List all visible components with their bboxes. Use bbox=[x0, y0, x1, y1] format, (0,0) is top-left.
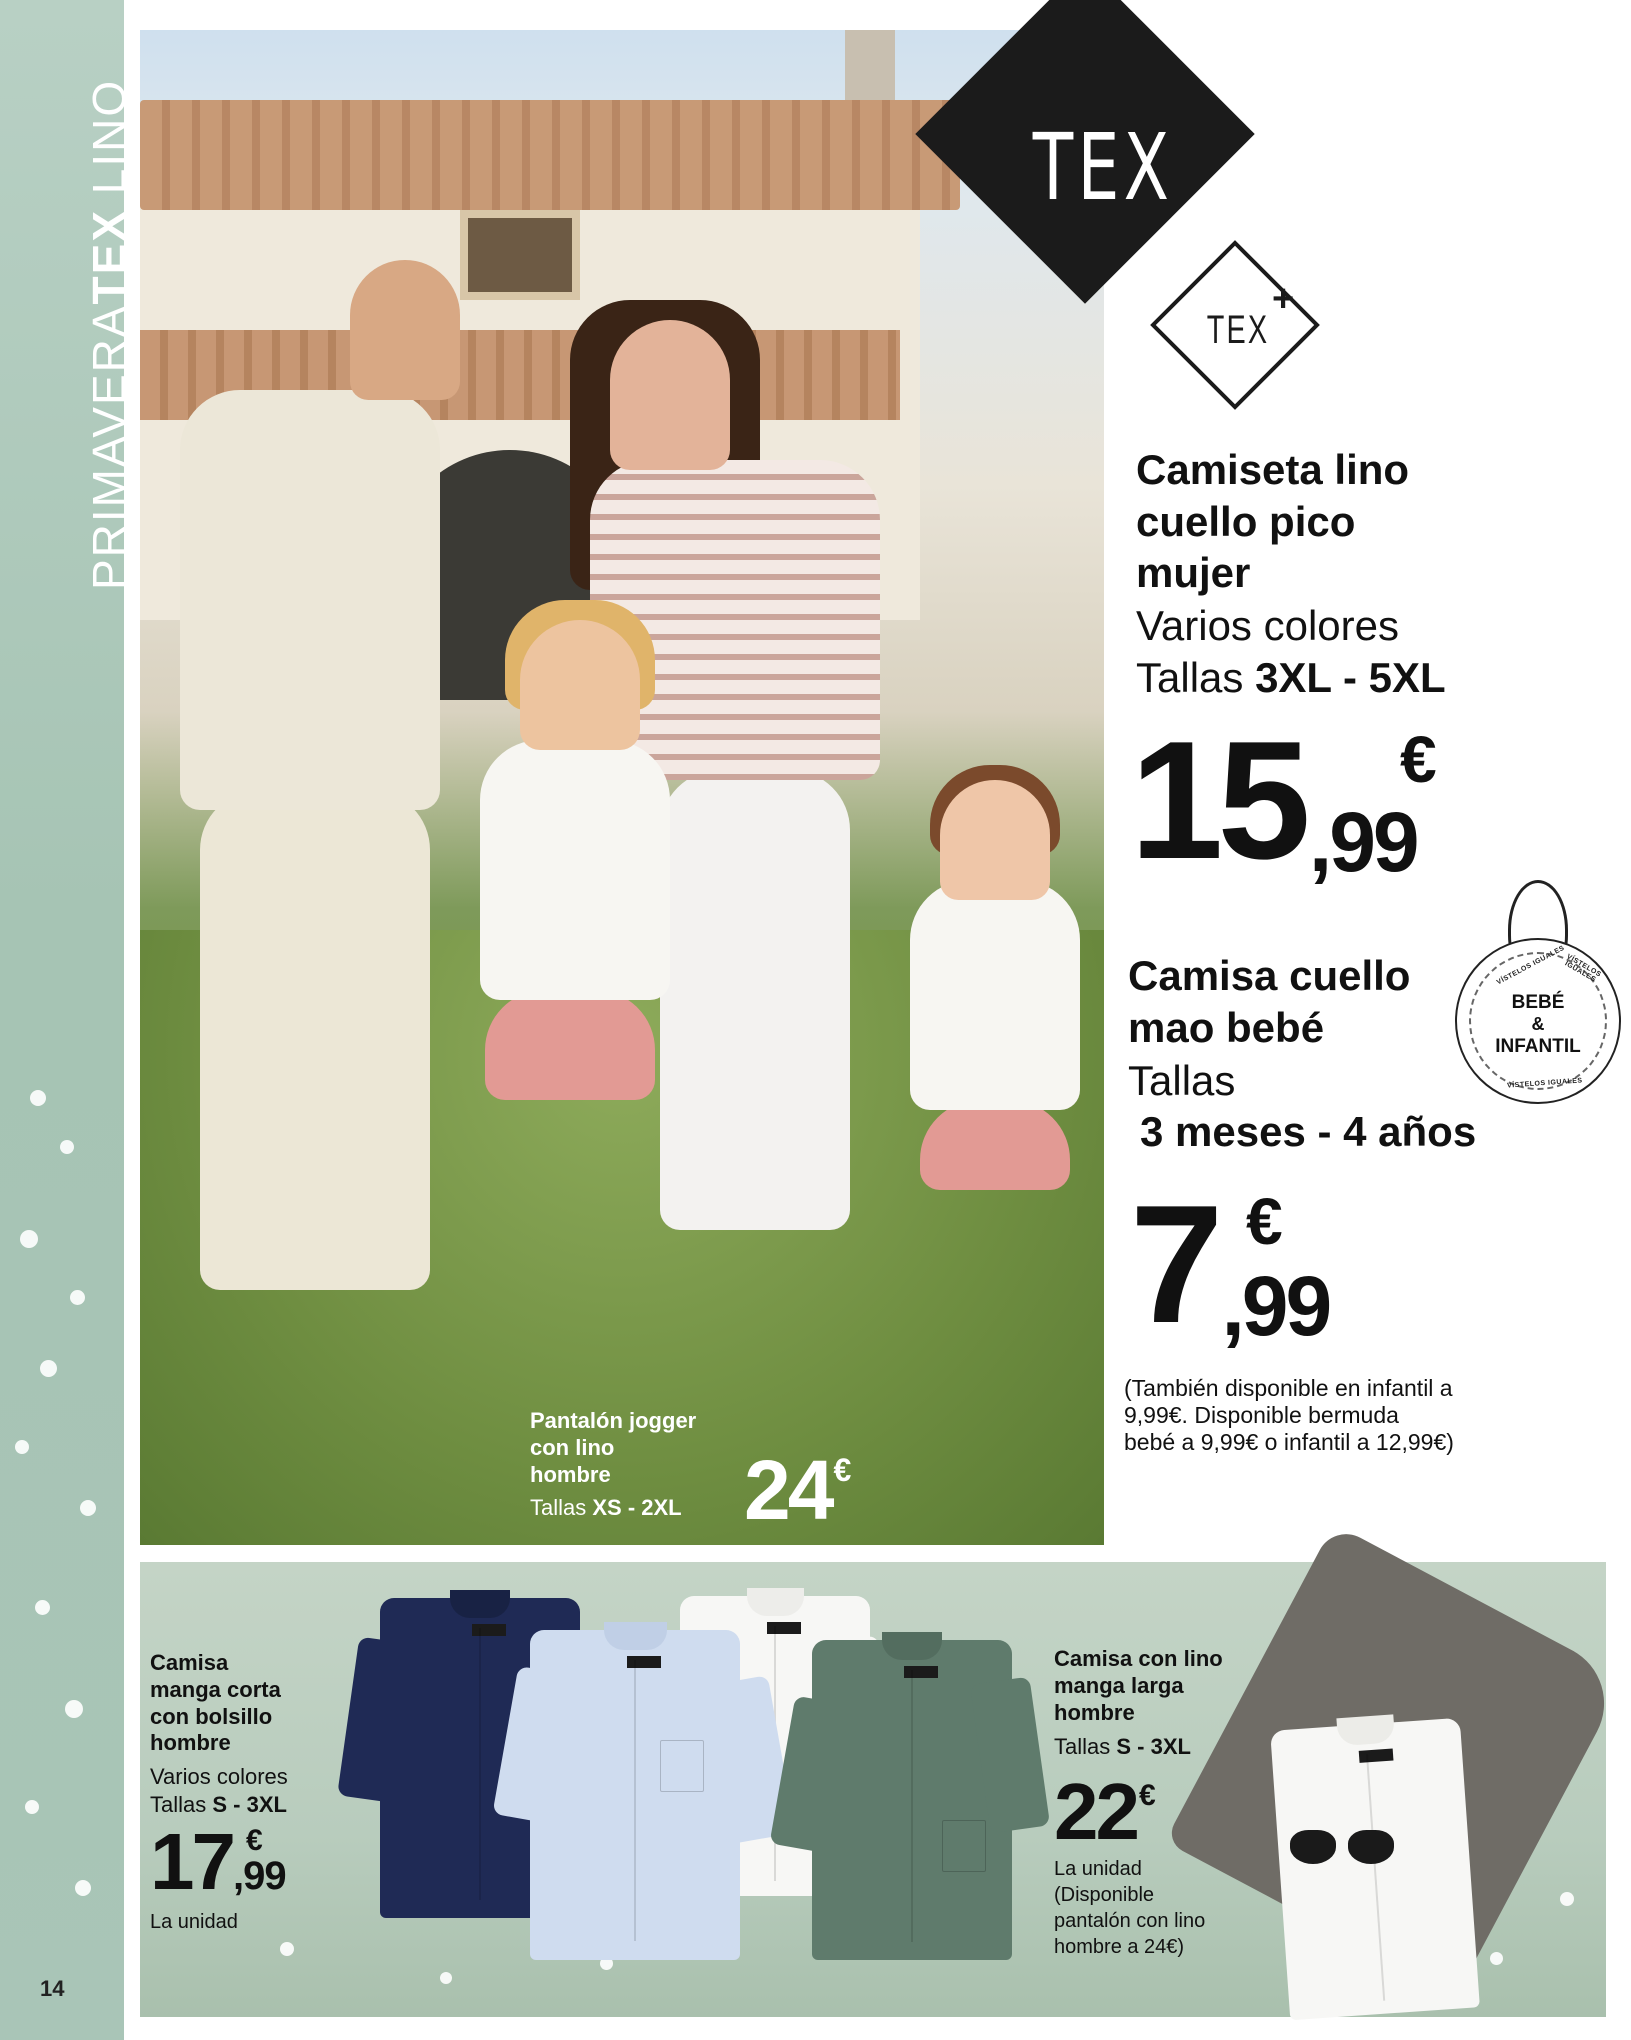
product-title-line: Camiseta lino bbox=[1136, 446, 1410, 493]
product-title-line: hombre bbox=[150, 1730, 231, 1756]
jogger-title-line: Pantalón jogger bbox=[530, 1408, 697, 1433]
woman-figure-legs bbox=[660, 770, 850, 1230]
shirt-placket bbox=[479, 1628, 481, 1900]
baby-shirt-sizes-value: 3 meses - 4 años bbox=[1140, 1108, 1477, 1155]
badge-ring-text: VÍSTELOS IGUALES bbox=[1495, 944, 1566, 987]
product-title-line: mao bebé bbox=[1128, 1003, 1325, 1051]
sizes-label: Tallas bbox=[1136, 654, 1256, 701]
flower-decoration bbox=[80, 1500, 96, 1516]
sunglasses-image bbox=[1290, 1830, 1400, 1870]
tex-plus-icon: + bbox=[1272, 278, 1295, 320]
women-tee-sizes bbox=[1136, 652, 1446, 704]
sizes-value: 3XL - 5XL bbox=[1255, 654, 1446, 701]
flower-decoration bbox=[440, 1972, 452, 1984]
badge-line: & bbox=[1531, 1014, 1545, 1034]
price-currency: € bbox=[833, 1452, 852, 1488]
baby-shirt-sizes-label: Tallas bbox=[1128, 1057, 1236, 1104]
flower-decoration bbox=[60, 1140, 74, 1154]
shirt-collar bbox=[747, 1588, 804, 1616]
shirt-label bbox=[472, 1624, 506, 1636]
price-decimals: ,99 bbox=[1221, 1259, 1330, 1353]
women-tee-colors: Varios colores bbox=[1136, 602, 1399, 649]
badge-line: BEBÉ bbox=[1511, 992, 1565, 1013]
boy-figure-shirt bbox=[480, 740, 670, 1000]
price-decimals: ,99 bbox=[232, 1854, 286, 1898]
flower-decoration bbox=[20, 1230, 38, 1248]
availability-note-line: (Disponible bbox=[1054, 1884, 1155, 1906]
short-sleeve-shirt-price bbox=[150, 1817, 286, 1906]
bebe-infantil-badge bbox=[1455, 938, 1621, 1104]
shirt-placket bbox=[1366, 1754, 1385, 2000]
shirt-label bbox=[1359, 1748, 1394, 1762]
shirt-pocket bbox=[942, 1820, 986, 1872]
baby-shirt-title bbox=[1128, 950, 1410, 1053]
price-integer: 17 bbox=[150, 1817, 233, 1906]
price-integer: 15 bbox=[1130, 706, 1305, 894]
product-title-line: manga corta bbox=[150, 1676, 281, 1702]
hero-photo bbox=[140, 30, 1104, 1545]
side-band bbox=[0, 0, 135, 2040]
shirt-collar bbox=[450, 1590, 510, 1618]
availability-note-line: pantalón con lino bbox=[1054, 1910, 1206, 1932]
product-title-line: Camisa cuello bbox=[1128, 952, 1411, 999]
jogger-title-line: hombre bbox=[530, 1461, 611, 1487]
tex-logo-text: TEX bbox=[1032, 114, 1174, 221]
shirt-placket bbox=[911, 1670, 913, 1942]
long-sleeve-shirt-notes bbox=[1054, 1856, 1205, 1960]
flower-decoration bbox=[30, 1090, 46, 1106]
flower-decoration bbox=[280, 1942, 294, 1956]
badge-line: INFANTIL bbox=[1495, 1036, 1581, 1057]
flower-decoration bbox=[1560, 1892, 1574, 1906]
light-blue-short-sleeve-shirt bbox=[530, 1630, 740, 1960]
shirt-collar bbox=[882, 1632, 942, 1660]
short-sleeve-shirt-colors: Varios colores bbox=[150, 1764, 288, 1789]
shirt-label bbox=[767, 1622, 801, 1634]
boy-figure-shorts bbox=[485, 990, 655, 1100]
product-title-line: manga larga bbox=[1054, 1672, 1184, 1698]
flower-decoration bbox=[75, 1880, 91, 1896]
man-figure-shirt bbox=[180, 390, 440, 810]
product-title-line: hombre bbox=[1054, 1699, 1135, 1725]
shirt-label bbox=[627, 1656, 661, 1668]
price-integer: 24 bbox=[744, 1443, 832, 1537]
jogger-sizes bbox=[530, 1495, 682, 1521]
price-currency: € bbox=[1138, 1779, 1156, 1812]
long-sleeve-shirt-title bbox=[1054, 1646, 1223, 1726]
house-roof bbox=[140, 100, 960, 210]
shirt-placket bbox=[634, 1660, 636, 1941]
section-title-prefix: PRIMAVERA bbox=[83, 304, 135, 590]
jogger-title bbox=[530, 1408, 696, 1488]
sizes-label: Tallas bbox=[150, 1792, 213, 1817]
product-title-line: cuello pico bbox=[1136, 497, 1356, 545]
women-tee-title bbox=[1136, 444, 1409, 599]
section-title bbox=[82, 79, 136, 590]
flower-decoration bbox=[40, 1360, 57, 1377]
unit-note: La unidad bbox=[1054, 1858, 1142, 1880]
man-figure-legs bbox=[200, 790, 430, 1290]
price-decimals: ,99 bbox=[1308, 795, 1417, 889]
product-title-line: mujer bbox=[1136, 549, 1251, 597]
page-number: 14 bbox=[40, 1976, 65, 2001]
toddler-figure-shirt bbox=[910, 880, 1080, 1110]
sizes-value: S - 3XL bbox=[212, 1792, 287, 1817]
shirt-label bbox=[904, 1666, 938, 1678]
product-title-line: Camisa bbox=[150, 1650, 229, 1675]
sizes-label: Tallas bbox=[1054, 1734, 1117, 1759]
shirt-collar bbox=[1336, 1714, 1395, 1746]
sizes-value: S - 3XL bbox=[1116, 1734, 1191, 1759]
toddler-figure-head bbox=[940, 780, 1050, 900]
shirt-pocket bbox=[660, 1740, 704, 1792]
price-currency: € bbox=[1400, 722, 1437, 796]
badge-ring-text: VÍSTELOS IGUALES bbox=[1563, 953, 1603, 984]
price-currency: € bbox=[246, 1824, 263, 1857]
section-title-suffix: LINO bbox=[83, 78, 135, 209]
flower-decoration bbox=[15, 1440, 29, 1454]
price-integer: 7 bbox=[1130, 1170, 1218, 1358]
toddler-figure-shorts bbox=[920, 1100, 1070, 1190]
flower-decoration bbox=[70, 1290, 85, 1305]
jogger-price bbox=[744, 1443, 852, 1537]
availability-note-line: hombre a 24€) bbox=[1054, 1936, 1185, 1958]
women-tee-price bbox=[1130, 706, 1437, 894]
product-title-line: Camisa con lino bbox=[1054, 1646, 1223, 1671]
baby-shirt-availability-note: (También disponible en infantil a 9,99€. Disponible bermuda bebé a 9,99€ o infantil a 12,99€) bbox=[1124, 1375, 1454, 1456]
price-currency: € bbox=[1246, 1184, 1283, 1258]
badge-ring-text: VÍSTELOS IGUALES bbox=[1506, 1077, 1583, 1090]
tex-plus-logo-text: TEX bbox=[1206, 308, 1270, 352]
man-figure-head bbox=[350, 260, 460, 400]
long-sleeve-shirt-price bbox=[1054, 1767, 1156, 1856]
short-sleeve-shirt-sizes bbox=[150, 1792, 287, 1819]
price-integer: 22 bbox=[1054, 1767, 1137, 1856]
flower-decoration bbox=[65, 1700, 83, 1718]
sizes-value: XS - 2XL bbox=[592, 1495, 682, 1520]
short-sleeve-shirt-unit-note: La unidad bbox=[150, 1911, 238, 1933]
flower-decoration bbox=[1490, 1952, 1503, 1965]
long-sleeve-shirt-sizes bbox=[1054, 1734, 1191, 1761]
woman-figure-head bbox=[610, 320, 730, 470]
jogger-title-line: con lino bbox=[530, 1434, 615, 1460]
section-title-brand: TEX bbox=[83, 208, 135, 305]
flower-decoration bbox=[35, 1600, 50, 1615]
shirt-collar bbox=[604, 1622, 667, 1650]
house-chimney bbox=[845, 30, 895, 110]
house-window bbox=[460, 210, 580, 300]
flower-decoration bbox=[25, 1800, 39, 1814]
boy-figure-head bbox=[520, 620, 640, 750]
short-sleeve-shirt-title bbox=[150, 1650, 281, 1757]
sizes-label: Tallas bbox=[530, 1495, 593, 1520]
product-title-line: con bolsillo bbox=[150, 1703, 273, 1729]
baby-shirt-price bbox=[1130, 1170, 1330, 1358]
